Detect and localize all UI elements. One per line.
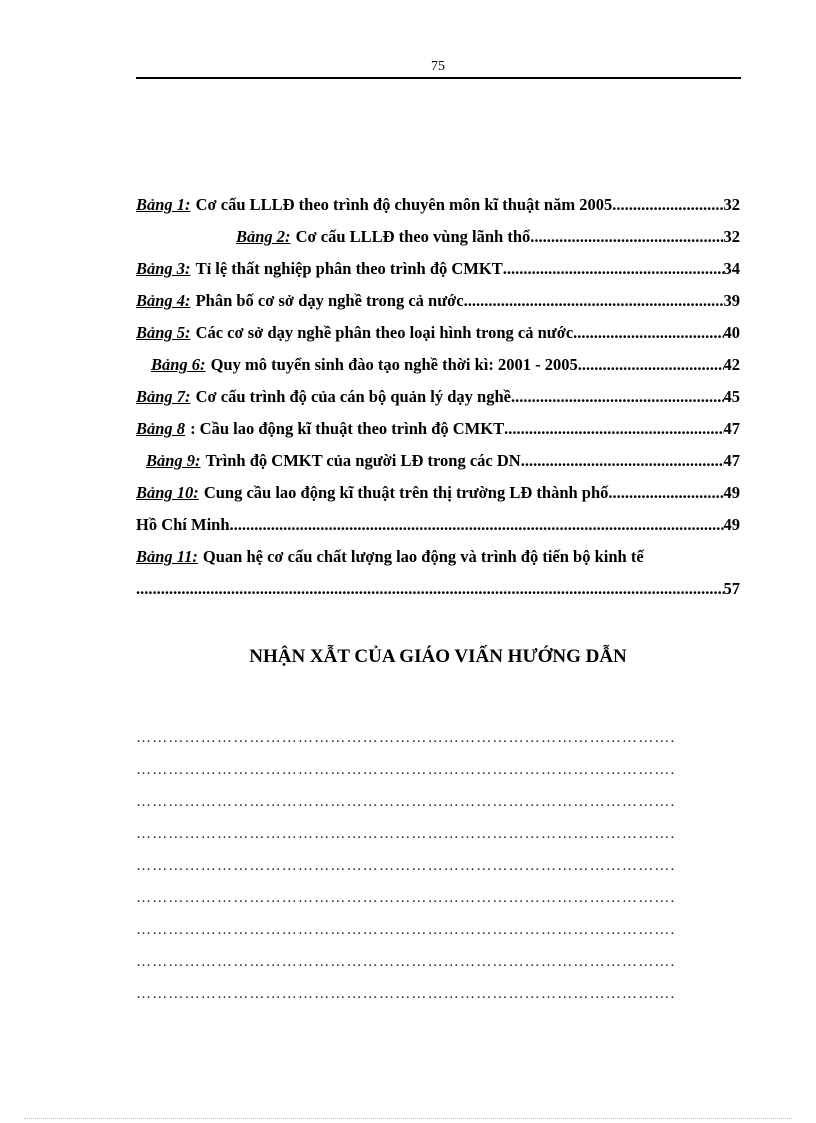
toc-label: Bảng 8 — [136, 419, 186, 438]
toc-title: Các cơ sở dạy nghề phân theo loại hình trong cả nước — [195, 323, 574, 342]
toc-row — [136, 417, 740, 449]
toc-row — [136, 225, 740, 257]
toc-leader — [530, 225, 723, 249]
comment-line: ………………………………………………………………………………………. — [136, 826, 676, 842]
toc-row — [136, 513, 740, 545]
toc-label: Bảng 1: — [136, 195, 191, 214]
toc-page-number: 45 — [723, 387, 740, 406]
toc-title: Quan hệ cơ cấu chất lượng lao động và trình độ tiến bộ kinh tế — [202, 547, 644, 566]
toc-row — [136, 385, 740, 417]
toc-leader — [504, 417, 723, 441]
comment-line: ………………………………………………………………………………………. — [136, 890, 676, 906]
toc-label: Bảng 2: — [236, 227, 291, 246]
toc-label: Bảng 10: — [136, 483, 199, 502]
toc-leader — [612, 193, 723, 217]
toc-label: Bảng 11: — [136, 547, 198, 566]
toc-page-number: 42 — [723, 355, 740, 374]
toc-page-number: 32 — [723, 195, 740, 214]
toc-title: Cơ cấu LLLĐ theo vùng lãnh thổ — [295, 227, 531, 246]
toc-title: Trình độ CMKT của người LĐ trong các DN — [205, 451, 521, 470]
toc-label: Bảng 9: — [146, 451, 201, 470]
toc-title: Cơ cấu LLLĐ theo trình độ chuyên môn kĩ thuật năm 2005 — [195, 195, 613, 214]
toc-leader — [608, 481, 723, 505]
toc-title: Cung cầu lao động kĩ thuật trên thị trường LĐ thành phố — [203, 483, 609, 502]
toc-title: Tỉ lệ thất nghiệp phân theo trình độ CMKT — [195, 259, 503, 278]
toc-leader — [136, 577, 724, 601]
toc-page-number: 40 — [723, 323, 740, 342]
toc-leader — [511, 385, 724, 409]
toc-page-number: 34 — [723, 259, 740, 278]
toc-page-number: 57 — [723, 579, 740, 598]
toc-label: Bảng 6: — [151, 355, 206, 374]
toc-page-number: 47 — [723, 451, 740, 470]
toc-label: Bảng 3: — [136, 259, 191, 278]
section-title: NHẬN XẪT CỦA GIÁO VIẤN HƯỚNG DẪN — [249, 646, 627, 667]
toc-leader — [573, 321, 723, 345]
page-number: 75 — [431, 59, 445, 74]
toc-title: Phân bố cơ sở dạy nghề trong cả nước — [195, 291, 464, 310]
toc-title: : Cầu lao động kĩ thuật theo trình độ CMKT — [190, 419, 505, 438]
footer-dotted-border — [24, 1118, 792, 1119]
toc-leader — [503, 257, 724, 281]
toc-label: Bảng 7: — [136, 387, 191, 406]
table-of-tables — [136, 193, 740, 609]
comment-line: ………………………………………………………………………………………. — [136, 986, 676, 1002]
toc-row — [136, 289, 740, 321]
toc-leader — [464, 289, 724, 313]
toc-row — [136, 545, 740, 577]
toc-page-number: 49 — [723, 483, 740, 502]
toc-row — [136, 193, 740, 225]
toc-title: Hồ Chí Minh — [136, 515, 230, 534]
toc-row — [136, 321, 740, 353]
toc-page-number: 39 — [723, 291, 740, 310]
comment-line: ………………………………………………………………………………………. — [136, 858, 676, 874]
comment-line: ………………………………………………………………………………………. — [136, 762, 676, 778]
toc-page-number: 32 — [723, 227, 740, 246]
toc-row — [136, 481, 740, 513]
toc-row — [136, 449, 740, 481]
comment-line: ………………………………………………………………………………………. — [136, 922, 676, 938]
comment-line: ………………………………………………………………………………………. — [136, 954, 676, 970]
comment-line: ………………………………………………………………………………………. — [136, 730, 676, 746]
toc-label: Bảng 5: — [136, 323, 191, 342]
toc-title: Quy mô tuyển sinh đào tạo nghề thời kì: 2001 - 2005 — [210, 355, 578, 374]
toc-page-number: 47 — [723, 419, 740, 438]
toc-leader — [521, 449, 724, 473]
header-rule — [136, 77, 741, 79]
toc-row — [136, 577, 740, 609]
toc-title: Cơ cấu trình độ của cán bộ quản lý dạy nghề — [195, 387, 511, 406]
comment-lines — [136, 722, 740, 1010]
comment-line: ………………………………………………………………………………………. — [136, 794, 676, 810]
toc-leader — [578, 353, 724, 377]
toc-leader — [230, 513, 724, 537]
toc-row — [136, 257, 740, 289]
toc-label: Bảng 4: — [136, 291, 191, 310]
toc-row — [136, 353, 740, 385]
toc-page-number: 49 — [723, 515, 740, 534]
